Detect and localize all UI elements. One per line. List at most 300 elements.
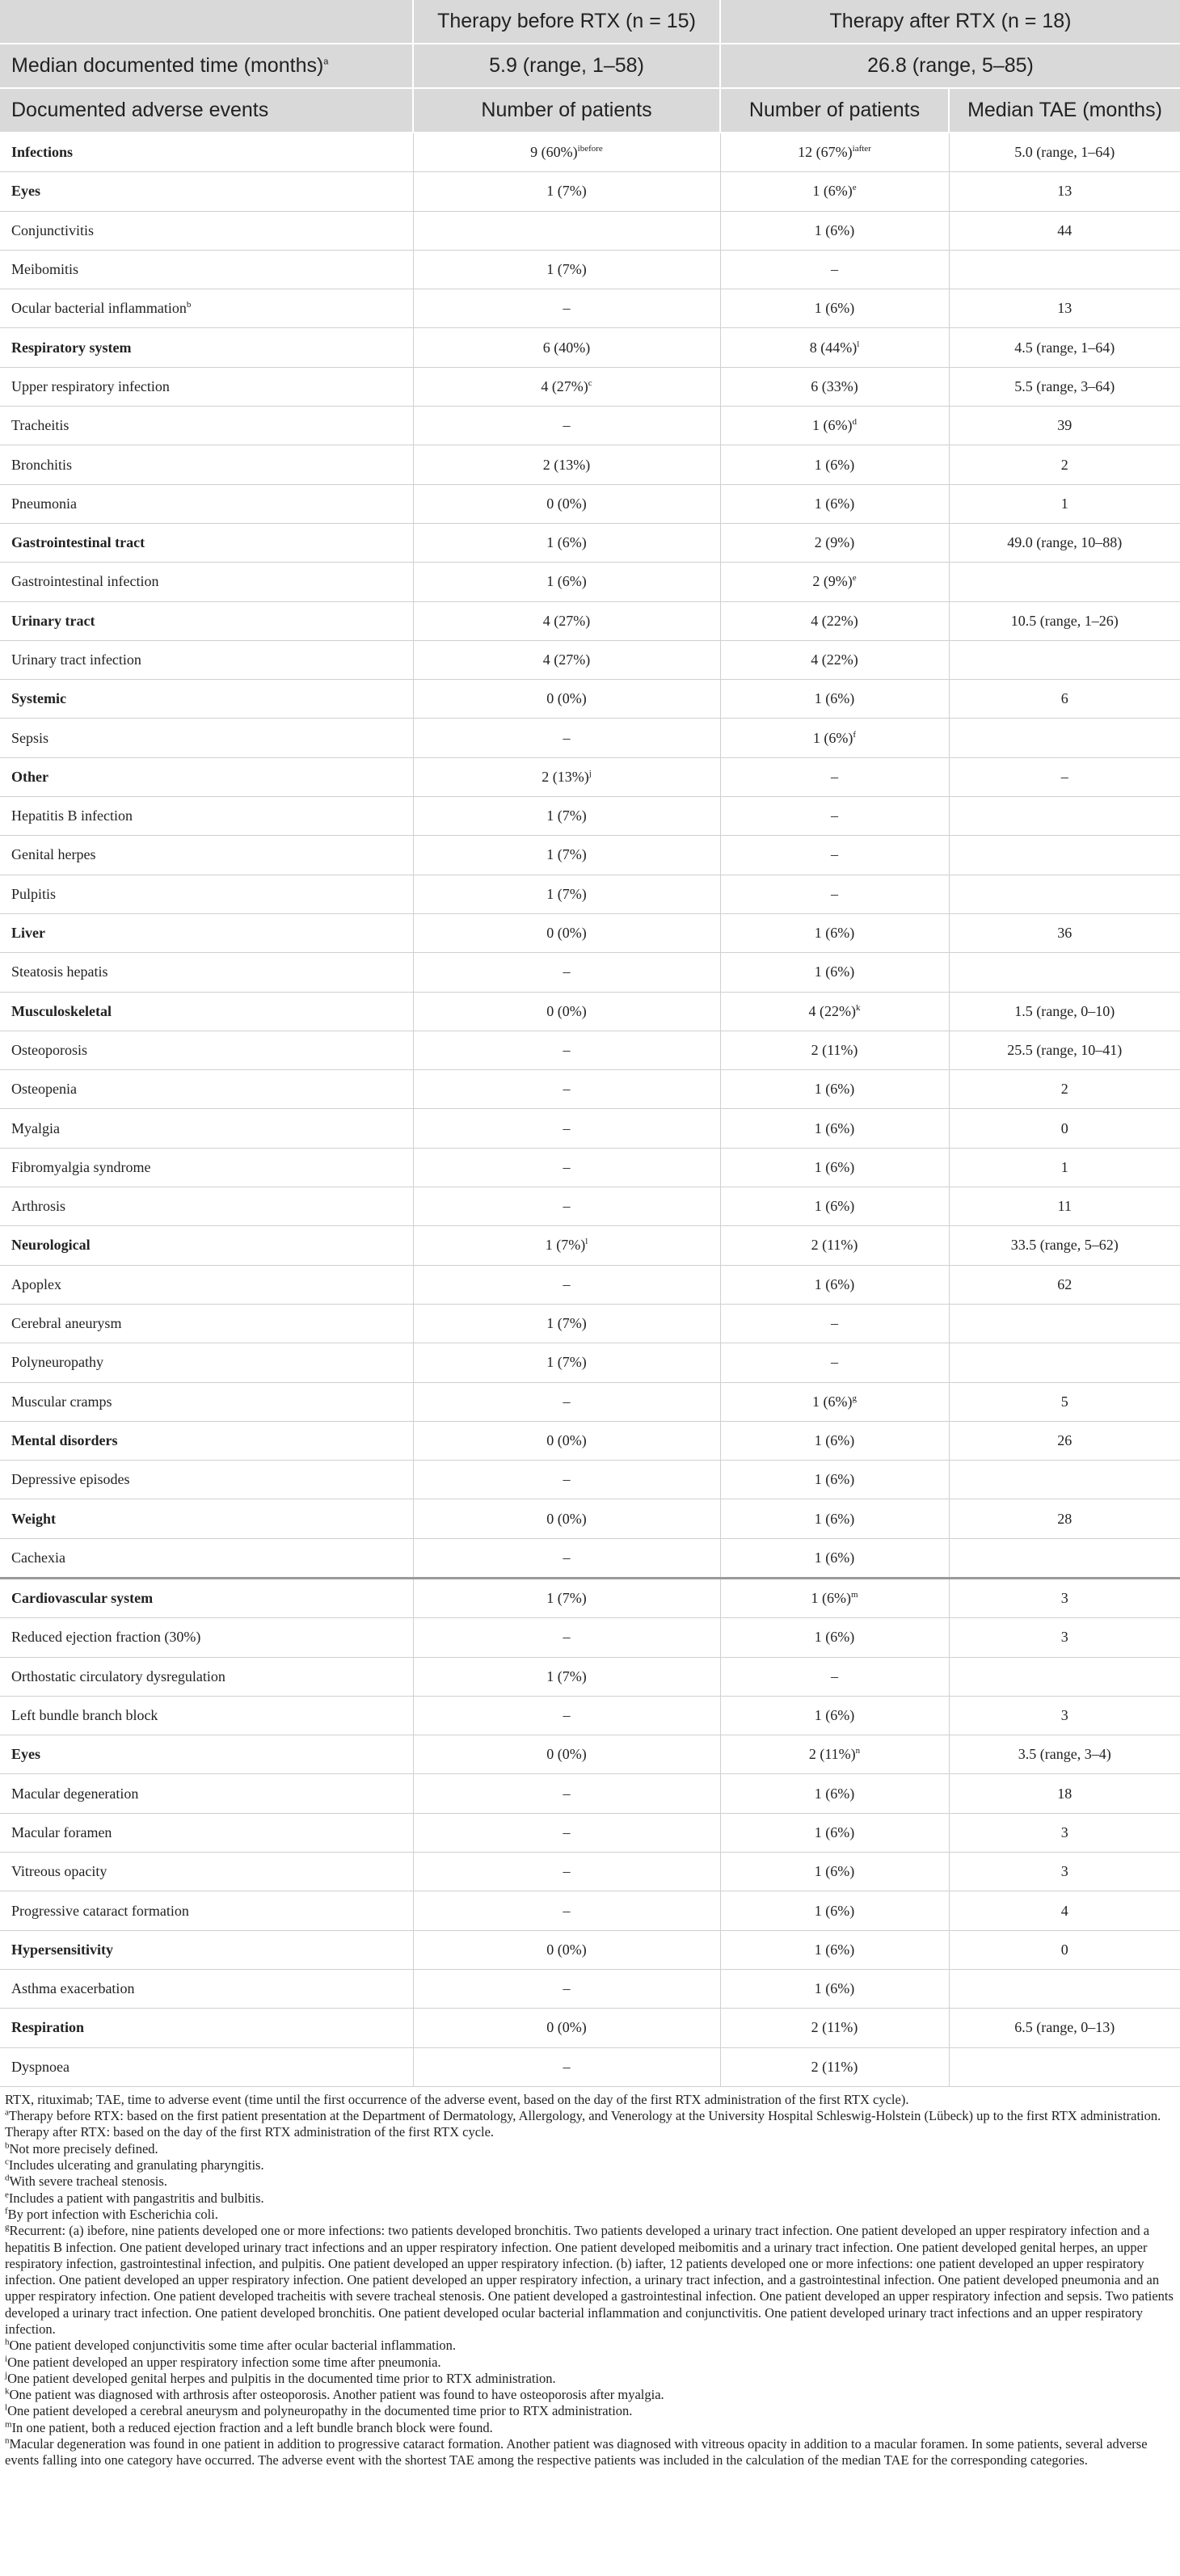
before-cell-text: 1 (7%)	[546, 1667, 587, 1684]
tae-cell	[949, 328, 1180, 367]
tae-cell	[949, 407, 1180, 445]
event-cell	[0, 719, 413, 757]
event-cell-text: Myalgia	[11, 1119, 60, 1136]
footnote	[5, 2338, 1175, 2354]
tae-cell-text: 26	[1057, 1431, 1073, 1448]
footnote-marker: k	[5, 2386, 10, 2397]
footnote-text: Therapy before RTX: based on the first patient presentation at the Department of Dermatology, Allergology, and Venerology at the University Hospital Schleswig-Holstein (Lübeck) up to the first RTX administration. Therapy after RTX: based on the day of the first RTX administration of the first RTX cycle.	[5, 2108, 1161, 2140]
footnote	[5, 2420, 1175, 2436]
event-cell-text: Tracheitis	[11, 417, 70, 434]
event-cell	[0, 1343, 413, 1382]
event-cell-text: Depressive episodes	[11, 1471, 130, 1488]
before-cell	[413, 1343, 720, 1382]
before-cell	[413, 1891, 720, 1930]
before-cell	[413, 640, 720, 679]
before-cell-text: 2 (13%)	[542, 768, 589, 785]
event-cell	[0, 992, 413, 1031]
after-cell	[720, 1696, 949, 1735]
tae-cell	[949, 953, 1180, 992]
before-cell-text: –	[563, 417, 571, 434]
table-row	[0, 1148, 1180, 1187]
before-cell	[413, 1578, 720, 1617]
after-cell	[720, 1735, 949, 1774]
footnote	[5, 2403, 1175, 2419]
before-cell	[413, 680, 720, 719]
after-cell	[720, 445, 949, 484]
footnote-marker: i	[5, 2354, 8, 2364]
event-cell	[0, 367, 413, 406]
footnote-text: One patient was diagnosed with arthrosis after osteoporosis. Another patient was found to have osteoporosis after myalgia.	[9, 2387, 664, 2403]
event-cell-text: Eyes	[11, 183, 40, 200]
tae-cell-text: 39	[1057, 417, 1073, 434]
after-cell	[720, 1070, 949, 1109]
tae-cell	[949, 523, 1180, 562]
before-cell-text: 1 (7%)	[546, 807, 587, 824]
event-cell	[0, 1070, 413, 1109]
tae-cell-text: 33.5 (range, 5–62)	[1010, 1237, 1119, 1254]
event-cell	[0, 1891, 413, 1930]
event-cell-text: Systemic	[11, 690, 66, 707]
before-cell	[413, 719, 720, 757]
before-cell	[413, 1538, 720, 1578]
event-cell-text: Macular foramen	[11, 1823, 112, 1840]
after-cell-text: 2 (11%)	[811, 2019, 858, 2036]
tae-cell	[949, 1813, 1180, 1852]
event-cell-text: Infections	[11, 144, 73, 161]
after-cell	[720, 1343, 949, 1382]
table-row	[0, 836, 1180, 875]
tae-cell-text: 44	[1057, 221, 1073, 238]
after-cell-text: 1 (6%)	[814, 300, 855, 317]
event-cell	[0, 2047, 413, 2086]
tae-cell	[949, 797, 1180, 836]
tae-cell	[949, 445, 1180, 484]
footnote	[5, 2173, 1175, 2190]
before-cell-text: –	[563, 1158, 571, 1175]
footnote	[5, 2190, 1175, 2207]
event-cell-text: Macular degeneration	[11, 1785, 139, 1802]
after-cell-text: 1 (6%)	[814, 1510, 855, 1527]
footnote-text: In one patient, both a reduced ejection fraction and a left bundle branch block were found.	[11, 2419, 493, 2435]
event-cell	[0, 1657, 413, 1696]
before-cell-text: 1 (7%)	[546, 846, 587, 863]
before-cell	[413, 1109, 720, 1148]
before-cell	[413, 1813, 720, 1852]
before-cell	[413, 563, 720, 601]
tae-cell	[949, 250, 1180, 289]
table-row	[0, 211, 1180, 250]
tae-cell	[949, 1578, 1180, 1617]
after-cell-text: 8 (44%)	[809, 339, 858, 356]
event-cell-text: Steatosis hepatis	[11, 963, 108, 980]
before-cell-text: 1 (7%)	[546, 885, 587, 902]
after-cell-text: 2 (9%)	[812, 573, 853, 590]
tae-cell-text: 3	[1060, 1629, 1068, 1646]
after-cell-footnote-marker: e	[852, 573, 857, 584]
event-cell-text: Cerebral aneurysm	[11, 1315, 122, 1332]
tae-cell	[949, 1421, 1180, 1460]
event-cell	[0, 680, 413, 719]
footnote	[5, 2223, 1175, 2338]
footnote-marker: h	[5, 2337, 10, 2347]
event-cell	[0, 875, 413, 913]
after-cell-text: 1 (6%)	[814, 1785, 855, 1802]
after-cell-text: 1 (6%)	[812, 1393, 853, 1410]
before-cell-text: 0 (0%)	[546, 1941, 587, 1958]
after-cell-text: –	[831, 1667, 838, 1684]
table-row	[0, 1343, 1180, 1382]
before-cell	[413, 2009, 720, 2047]
before-cell	[413, 1148, 720, 1187]
header-before-time: 5.9 (range, 1–58)	[413, 44, 720, 88]
tae-cell-text: 13	[1057, 183, 1073, 200]
after-cell-text: 2 (11%)	[808, 1746, 856, 1763]
after-cell	[720, 913, 949, 952]
tae-cell-text: 3	[1060, 1590, 1068, 1607]
event-cell	[0, 797, 413, 836]
event-cell-text: Left bundle branch block	[11, 1707, 158, 1724]
event-cell-text: Fibromyalgia syndrome	[11, 1158, 151, 1175]
table-row	[0, 1265, 1180, 1304]
column-header-median-tae: Median TAE (months)	[949, 88, 1180, 133]
tae-cell-text: 10.5 (range, 1–26)	[1010, 612, 1119, 629]
footnote	[5, 2141, 1175, 2157]
tae-cell-text: 28	[1057, 1510, 1073, 1527]
after-cell-text: 2 (11%)	[811, 1237, 858, 1254]
after-cell-text: 1 (6%)	[814, 690, 855, 707]
event-cell-text: Pneumonia	[11, 495, 77, 512]
before-cell	[413, 1382, 720, 1421]
after-cell	[720, 601, 949, 640]
tae-cell-text: 5.5 (range, 3–64)	[1014, 377, 1115, 394]
after-cell-footnote-marker: m	[850, 1590, 858, 1600]
before-cell	[413, 1226, 720, 1265]
after-cell-text: 2 (11%)	[811, 1041, 858, 1058]
event-cell-text: Conjunctivitis	[11, 221, 95, 238]
event-cell	[0, 1226, 413, 1265]
tae-cell-text: –	[1060, 768, 1068, 785]
event-cell	[0, 1382, 413, 1421]
event-cell	[0, 1930, 413, 1969]
event-cell-text: Apoplex	[11, 1275, 61, 1292]
table-row	[0, 1853, 1180, 1891]
event-cell	[0, 523, 413, 562]
before-cell	[413, 1969, 720, 2008]
tae-cell	[949, 1774, 1180, 1813]
event-cell	[0, 289, 413, 328]
after-cell	[720, 2009, 949, 2047]
before-cell-text: –	[563, 2058, 571, 2075]
before-cell	[413, 1735, 720, 1774]
before-cell-text: –	[563, 1198, 571, 1215]
table-row	[0, 953, 1180, 992]
event-cell-text: Arthrosis	[11, 1198, 65, 1215]
before-cell	[413, 1304, 720, 1343]
after-cell-text: 1 (6%)	[814, 456, 855, 473]
before-cell-text: 4 (27%)	[541, 377, 588, 394]
header-before-rtx: Therapy before RTX (n = 15)	[413, 0, 720, 44]
before-cell-text: –	[563, 1707, 571, 1724]
tae-cell	[949, 1304, 1180, 1343]
before-cell-text: –	[563, 1081, 571, 1098]
tae-cell	[949, 1657, 1180, 1696]
tae-cell	[949, 289, 1180, 328]
table-row	[0, 2047, 1180, 2086]
tae-cell-text: 2	[1060, 1081, 1068, 1098]
table-row	[0, 1109, 1180, 1148]
before-cell	[413, 875, 720, 913]
before-cell-text: 6 (40%)	[542, 339, 591, 356]
before-cell	[413, 913, 720, 952]
after-cell	[720, 640, 949, 679]
before-cell	[413, 211, 720, 250]
before-cell-text: –	[563, 1549, 571, 1566]
before-cell-text: 4 (27%)	[542, 612, 591, 629]
event-cell	[0, 1774, 413, 1813]
tae-cell-text: 3.5 (range, 3–4)	[1018, 1746, 1111, 1763]
tae-cell	[949, 1148, 1180, 1187]
before-cell-text: –	[563, 1471, 571, 1488]
median-time-sup: a	[323, 57, 329, 67]
before-cell-text: 1 (6%)	[546, 534, 587, 551]
after-cell	[720, 328, 949, 367]
table-row	[0, 1304, 1180, 1343]
footnote	[5, 2436, 1175, 2469]
footnote-marker: f	[5, 2206, 8, 2216]
after-cell-text: –	[831, 807, 838, 824]
before-cell-text: –	[563, 1902, 571, 1919]
after-cell	[720, 1499, 949, 1538]
after-cell-text: 1 (6%)	[812, 183, 853, 200]
before-cell	[413, 1187, 720, 1226]
table-row	[0, 1578, 1180, 1617]
event-cell	[0, 2009, 413, 2047]
before-cell-text: –	[563, 1980, 571, 1997]
after-cell	[720, 953, 949, 992]
after-cell	[720, 1813, 949, 1852]
table-row	[0, 445, 1180, 484]
after-cell	[720, 1774, 949, 1813]
tae-cell	[949, 1969, 1180, 2008]
tae-cell	[949, 719, 1180, 757]
before-cell	[413, 1499, 720, 1538]
before-cell-text: 9 (60%)	[530, 144, 578, 161]
after-cell	[720, 484, 949, 523]
tae-cell-text: 36	[1057, 925, 1073, 942]
before-cell	[413, 836, 720, 875]
after-cell-text: 2 (11%)	[811, 2058, 858, 2075]
before-cell-text: –	[563, 1629, 571, 1646]
before-cell	[413, 172, 720, 211]
event-cell-text: Dyspnoea	[11, 2058, 70, 2075]
after-cell-text: 1 (6%)	[814, 1198, 855, 1215]
after-cell-text: 1 (6%)	[814, 1431, 855, 1448]
before-cell-text: 1 (7%)	[546, 261, 587, 278]
tae-cell	[949, 757, 1180, 796]
event-cell	[0, 913, 413, 952]
after-cell	[720, 1853, 949, 1891]
footnote-marker: e	[5, 2190, 9, 2200]
footnote-marker: m	[5, 2419, 12, 2430]
table-row	[0, 719, 1180, 757]
event-cell	[0, 1538, 413, 1578]
after-cell-text: –	[831, 846, 838, 863]
before-cell	[413, 289, 720, 328]
table-row	[0, 523, 1180, 562]
tae-cell-text: 62	[1057, 1275, 1073, 1292]
footnote-text: RTX, rituximab; TAE, time to adverse event (time until the first occurrence of the adverse event, based on the day of the first RTX administration of the first RTX cycle).	[5, 2091, 909, 2107]
event-cell-text: Urinary tract infection	[11, 651, 141, 668]
after-cell	[720, 992, 949, 1031]
footnote	[5, 2355, 1175, 2371]
before-cell	[413, 1696, 720, 1735]
after-cell-text: 1 (6%)	[814, 221, 855, 238]
tae-cell-text: 3	[1060, 1707, 1068, 1724]
tae-cell-text: 6	[1060, 690, 1068, 707]
after-cell-text: 1 (6%)	[812, 729, 853, 746]
table-row	[0, 1031, 1180, 1069]
event-cell-text: Weight	[11, 1510, 57, 1527]
after-cell-text: 1 (6%)	[814, 1629, 855, 1646]
before-cell	[413, 445, 720, 484]
tae-cell-text: 2	[1060, 456, 1068, 473]
after-cell	[720, 797, 949, 836]
footnote-text: Includes a patient with pangastritis and bulbitis.	[8, 2190, 264, 2206]
footnote-text: With severe tracheal stenosis.	[9, 2173, 167, 2190]
footnote-text: Includes ulcerating and granulating pharyngitis.	[8, 2157, 264, 2173]
footnote-marker: j	[5, 2370, 8, 2380]
before-cell-text: –	[563, 1785, 571, 1802]
event-cell-text: Progressive cataract formation	[11, 1902, 189, 1919]
table-row	[0, 640, 1180, 679]
header-row-median-time	[0, 44, 1180, 88]
after-cell-text: 1 (6%)	[814, 1941, 855, 1958]
before-cell	[413, 1265, 720, 1304]
event-cell	[0, 133, 413, 172]
before-cell	[413, 484, 720, 523]
tae-cell-text: 5	[1060, 1393, 1068, 1410]
footnote-text: One patient developed an upper respiratory infection some time after pneumonia.	[7, 2354, 441, 2370]
event-cell	[0, 1499, 413, 1538]
column-header-events: Documented adverse events	[0, 88, 413, 133]
table-row	[0, 913, 1180, 952]
event-cell-text: Genital herpes	[11, 846, 96, 863]
after-cell-text: 1 (6%)	[814, 1275, 855, 1292]
after-cell	[720, 1421, 949, 1460]
after-cell-text: 1 (6%)	[814, 1158, 855, 1175]
tae-cell	[949, 1499, 1180, 1538]
tae-cell	[949, 640, 1180, 679]
tae-cell	[949, 1265, 1180, 1304]
after-cell	[720, 289, 949, 328]
header-empty-cell	[0, 0, 413, 44]
after-cell-text: 1 (6%)	[814, 1471, 855, 1488]
before-cell	[413, 992, 720, 1031]
before-cell-text: –	[563, 1863, 571, 1880]
tae-cell	[949, 1618, 1180, 1657]
before-cell	[413, 797, 720, 836]
tae-cell-text: 18	[1057, 1785, 1073, 1802]
table-row	[0, 172, 1180, 211]
event-cell-text: Mental disorders	[11, 1431, 118, 1448]
event-cell	[0, 407, 413, 445]
footnote-text: Not more precisely defined.	[9, 2140, 158, 2157]
table-row	[0, 680, 1180, 719]
after-cell-text: 1 (6%)	[814, 1823, 855, 1840]
event-cell	[0, 1109, 413, 1148]
after-cell	[720, 1538, 949, 1578]
event-cell-footnote-marker: b	[186, 300, 192, 310]
after-cell	[720, 1382, 949, 1421]
tae-cell-text: 49.0 (range, 10–88)	[1007, 534, 1123, 551]
footnote-marker: c	[5, 2157, 9, 2167]
footnote-marker: d	[5, 2173, 10, 2183]
before-cell	[413, 1070, 720, 1109]
after-cell-text: 4 (22%)	[811, 612, 858, 629]
after-cell	[720, 250, 949, 289]
before-cell-text: 1 (7%)	[546, 1315, 587, 1332]
event-cell	[0, 1304, 413, 1343]
footnote-marker: l	[5, 2402, 8, 2413]
footnote-text: One patient developed conjunctivitis some time after ocular bacterial inflammation.	[9, 2338, 457, 2354]
tae-cell	[949, 1891, 1180, 1930]
before-cell-text: 0 (0%)	[546, 1431, 587, 1448]
table-body	[0, 133, 1180, 2086]
after-cell	[720, 1618, 949, 1657]
tae-cell-text: 1	[1060, 495, 1068, 512]
event-cell-text: Gastrointestinal infection	[11, 573, 159, 590]
event-cell-text: Sepsis	[11, 729, 49, 746]
after-cell	[720, 757, 949, 796]
table-row	[0, 133, 1180, 172]
event-cell-text: Eyes	[11, 1746, 40, 1763]
tae-cell	[949, 563, 1180, 601]
table-row	[0, 1618, 1180, 1657]
event-cell	[0, 601, 413, 640]
tae-cell	[949, 1382, 1180, 1421]
before-cell	[413, 1031, 720, 1069]
tae-cell	[949, 1696, 1180, 1735]
after-cell-text: 1 (6%)	[814, 963, 855, 980]
table-row	[0, 1774, 1180, 1813]
table-row	[0, 1382, 1180, 1421]
event-cell	[0, 172, 413, 211]
event-cell-text: Gastrointestinal tract	[11, 534, 145, 551]
table-row	[0, 484, 1180, 523]
before-cell-text: 1 (7%)	[546, 183, 587, 200]
event-cell	[0, 328, 413, 367]
event-cell-text: Musculoskeletal	[11, 1002, 112, 1019]
table-row	[0, 1813, 1180, 1852]
before-cell-text: –	[563, 1275, 571, 1292]
tae-cell-text: 3	[1060, 1823, 1068, 1840]
table-row	[0, 1499, 1180, 1538]
before-cell-text: 0 (0%)	[546, 1746, 587, 1763]
event-cell-text: Bronchitis	[11, 456, 72, 473]
before-cell-footnote-marker: j	[588, 768, 592, 778]
footnote	[5, 2387, 1175, 2403]
event-cell	[0, 953, 413, 992]
table-row	[0, 1538, 1180, 1578]
table-row	[0, 1421, 1180, 1460]
after-cell	[720, 1265, 949, 1304]
after-cell	[720, 680, 949, 719]
tae-cell	[949, 1735, 1180, 1774]
header-row-columns	[0, 88, 1180, 133]
before-cell-text: 2 (13%)	[542, 456, 591, 473]
event-cell	[0, 1618, 413, 1657]
after-cell-text: 1 (6%)	[814, 1119, 855, 1136]
